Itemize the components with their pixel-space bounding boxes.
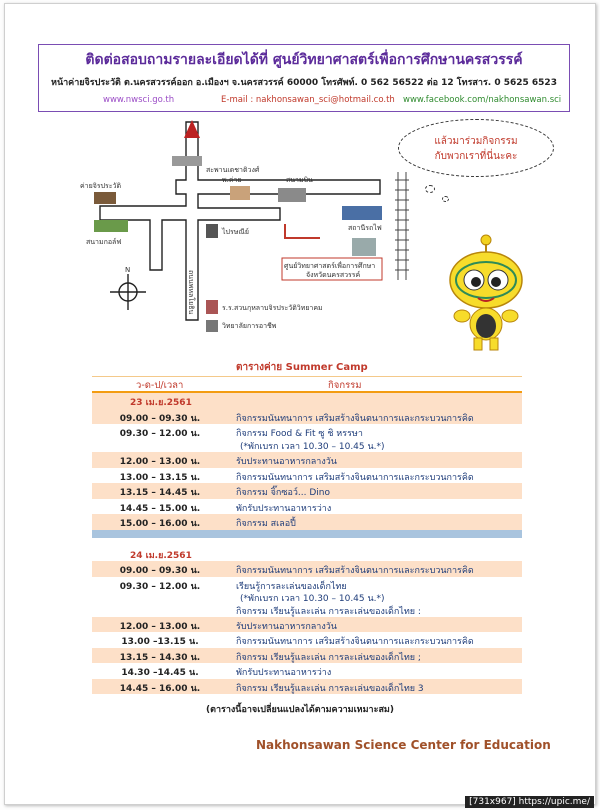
day-separator xyxy=(92,530,522,538)
railway-icon xyxy=(395,172,409,280)
table-row xyxy=(92,663,522,679)
day1-date: 23 เม.ย.2561 xyxy=(130,398,192,408)
row-activity: กิจกรรม จิ๊กซอว์... Dino xyxy=(236,488,331,498)
table-row xyxy=(92,499,522,515)
speech-bubble xyxy=(398,119,554,177)
college-building-icon xyxy=(206,320,218,332)
col-activity-header: กิจกรรม xyxy=(328,380,362,391)
table-row xyxy=(92,483,522,499)
row-activity: รับประทานอาหารกลางวัน xyxy=(236,457,337,467)
bubble-tail-dot-small xyxy=(442,196,449,202)
row-time: 12.00 – 13.00 น. xyxy=(119,621,201,632)
table-row xyxy=(92,561,522,577)
compass-icon xyxy=(110,274,146,310)
table-row xyxy=(92,468,522,484)
row-time: 09.00 – 09.30 น. xyxy=(119,566,201,576)
row-time: 09.30 – 12.00 น. xyxy=(119,581,201,592)
footer-org-name: Nakhonsawan Science Center for Education xyxy=(256,738,551,752)
schedule-title: ตารางค่าย Summer Camp xyxy=(236,362,368,373)
map-label-golf: สนามกอล์ฟ xyxy=(86,238,122,246)
schedule-note: (ตารางนี้อาจเปลี่ยนแปลงได้ตามความเหมาะสม) xyxy=(206,705,394,715)
row-time: 14.45 – 15.00 น. xyxy=(119,503,201,514)
row-time: 14.45 – 16.00 น. xyxy=(119,683,201,694)
map-label-center2: จังหวัดนครสวรรค์ xyxy=(306,271,361,279)
map-label-pkhao: พ.ค่าย xyxy=(222,176,242,184)
map-label-station: สถานีรถไฟ xyxy=(348,224,382,232)
row-activity: พักรับประทานอาหารว่าง xyxy=(236,668,332,678)
row-time: 13.15 – 14.45 น. xyxy=(119,488,201,498)
direction-arrow-icon xyxy=(285,224,320,238)
bubble-tail-dot xyxy=(425,185,435,193)
row-activity-note: (*พักเบรก เวลา 10.30 – 10.45 น.*) xyxy=(240,593,385,604)
mascot-icon xyxy=(440,232,532,356)
row-activity: กิจกรรมนันทนาการ เสริมสร้างจินตนาการและกระบวนการคิด xyxy=(236,637,474,647)
office-building-icon xyxy=(230,186,250,200)
table-row xyxy=(92,679,522,695)
map-label-airport: สนามบิน xyxy=(286,176,313,184)
row-activity: กิจกรรม Food & Fit ซู ชิ หรรษา xyxy=(236,429,363,439)
map-label-college: วิทยาลัยการอาชีพ xyxy=(222,322,277,330)
bridge-icon xyxy=(172,156,202,166)
watermark: [731x967] https://upic.me/ xyxy=(465,796,594,808)
table-row xyxy=(92,409,522,425)
row-time: 12.00 – 13.00 น. xyxy=(119,457,201,467)
row-activity: กิจกรรม เรียนรู้และเล่น การละเล่นของเด็กไทย ; xyxy=(236,652,421,663)
schedule-header xyxy=(92,376,522,393)
email-link[interactable]: E-mail : nakhonsawan_sci@hotmail.co.th xyxy=(221,95,395,105)
row-time: 13.00 – 13.15 น. xyxy=(119,472,201,483)
row-activity: กิจกรรมนันทนาการ เสริมสร้างจินตนาการและกระบวนการคิด xyxy=(236,472,474,483)
row-activity: กิจกรรม เรียนรู้และเล่น การละเล่นของเด็กไทย 3 xyxy=(236,683,424,694)
spacer xyxy=(92,538,522,546)
row-activity: รับประทานอาหารกลางวัน xyxy=(236,621,337,632)
row-time: 09.30 – 12.00 น. xyxy=(119,429,201,439)
map-label-center1: ศูนย์วิทยาศาสตร์เพื่อการศึกษา xyxy=(284,262,376,270)
contact-address: หน้าค่ายจิรประวัติ ต.นครสวรรค์ออก อ.เมืองฯ จ.นครสวรรค์ 60000 โทรศัพท์. 0 562 56522 ต่อ 12 โทรสาร. 0 5625 6523 xyxy=(51,78,557,88)
row-activity: กิจกรรมนันทนาการ เสริมสร้างจินตนาการและกระบวนการคิด xyxy=(236,413,474,424)
table-row xyxy=(92,577,522,617)
table-row xyxy=(92,424,522,452)
col-time-header: ว-ด-ป/เวลา xyxy=(136,380,184,391)
school-building-icon xyxy=(206,300,218,314)
table-row xyxy=(92,617,522,633)
row-time: 09.00 – 09.30 น. xyxy=(119,413,201,424)
table-row xyxy=(92,648,522,664)
map-label-school: ร.ร.สวนกุหลาบจิรประวัติวิทยาคม xyxy=(222,304,323,312)
row-activity-extra: กิจกรรม เรียนรู้และเล่น การละเล่นของเด็กไทย : xyxy=(236,606,421,617)
location-map xyxy=(80,120,440,348)
table-row xyxy=(92,514,522,530)
map-label-saphan: สะพานเดชาติวงศ์ xyxy=(206,166,260,174)
day2-date: 24 เม.ย.2561 xyxy=(130,550,192,561)
row-activity-note: (*พักเบรก เวลา 10.30 – 10.45 น.*) xyxy=(240,442,385,452)
science-center-building-icon xyxy=(352,238,376,256)
row-time: 15.00 – 16.00 น. xyxy=(119,519,201,529)
bubble-line-2: กับพวกเราที่นี่นะคะ xyxy=(434,151,518,162)
row-activity: กิจกรรมนันทนาการ เสริมสร้างจินตนาการและกระบวนการคิด xyxy=(236,566,474,576)
row-time: 13.15 – 14.30 น. xyxy=(119,652,201,663)
row-time: 13.00 –13.15 น. xyxy=(121,637,199,647)
map-label-road: ถนนพหลโยธิน xyxy=(187,270,195,315)
camp-building-icon xyxy=(94,192,116,204)
map-label-camp: ค่ายจิรประวัติ xyxy=(80,182,122,190)
post-office-icon xyxy=(206,224,218,238)
row-activity: เรียนรู้การละเล่นของเด็กไทย xyxy=(236,581,347,592)
airport-building-icon xyxy=(278,188,306,202)
compass-north-label: N xyxy=(125,266,131,274)
bubble-line-1: แล้วมาร่วมกิจกรรม xyxy=(434,136,518,147)
contact-title: ติดต่อสอบถามรายละเอียดได้ที่ ศูนย์วิทยาศาสตร์เพื่อการศึกษานครสวรรค์ xyxy=(85,52,523,68)
table-row xyxy=(92,452,522,468)
website-link[interactable]: www.nwsci.go.th xyxy=(103,95,175,105)
row-activity: พักรับประทานอาหารว่าง xyxy=(236,503,332,514)
facebook-link[interactable]: www.facebook.com/nakhonsawan.sci xyxy=(403,95,562,105)
row-time: 14.30 –14.45 น. xyxy=(121,668,199,678)
train-icon xyxy=(342,206,382,220)
table-row xyxy=(92,632,522,648)
contact-header xyxy=(38,44,570,112)
map-label-post: ไปรษณีย์ xyxy=(222,228,249,236)
golf-course-icon xyxy=(94,220,128,232)
day1-date-row xyxy=(92,393,522,409)
map-roads xyxy=(100,122,380,320)
row-activity: กิจกรรม สเลอปี้ xyxy=(236,519,296,529)
day2-date-row xyxy=(92,546,522,562)
schedule-table xyxy=(92,376,522,694)
